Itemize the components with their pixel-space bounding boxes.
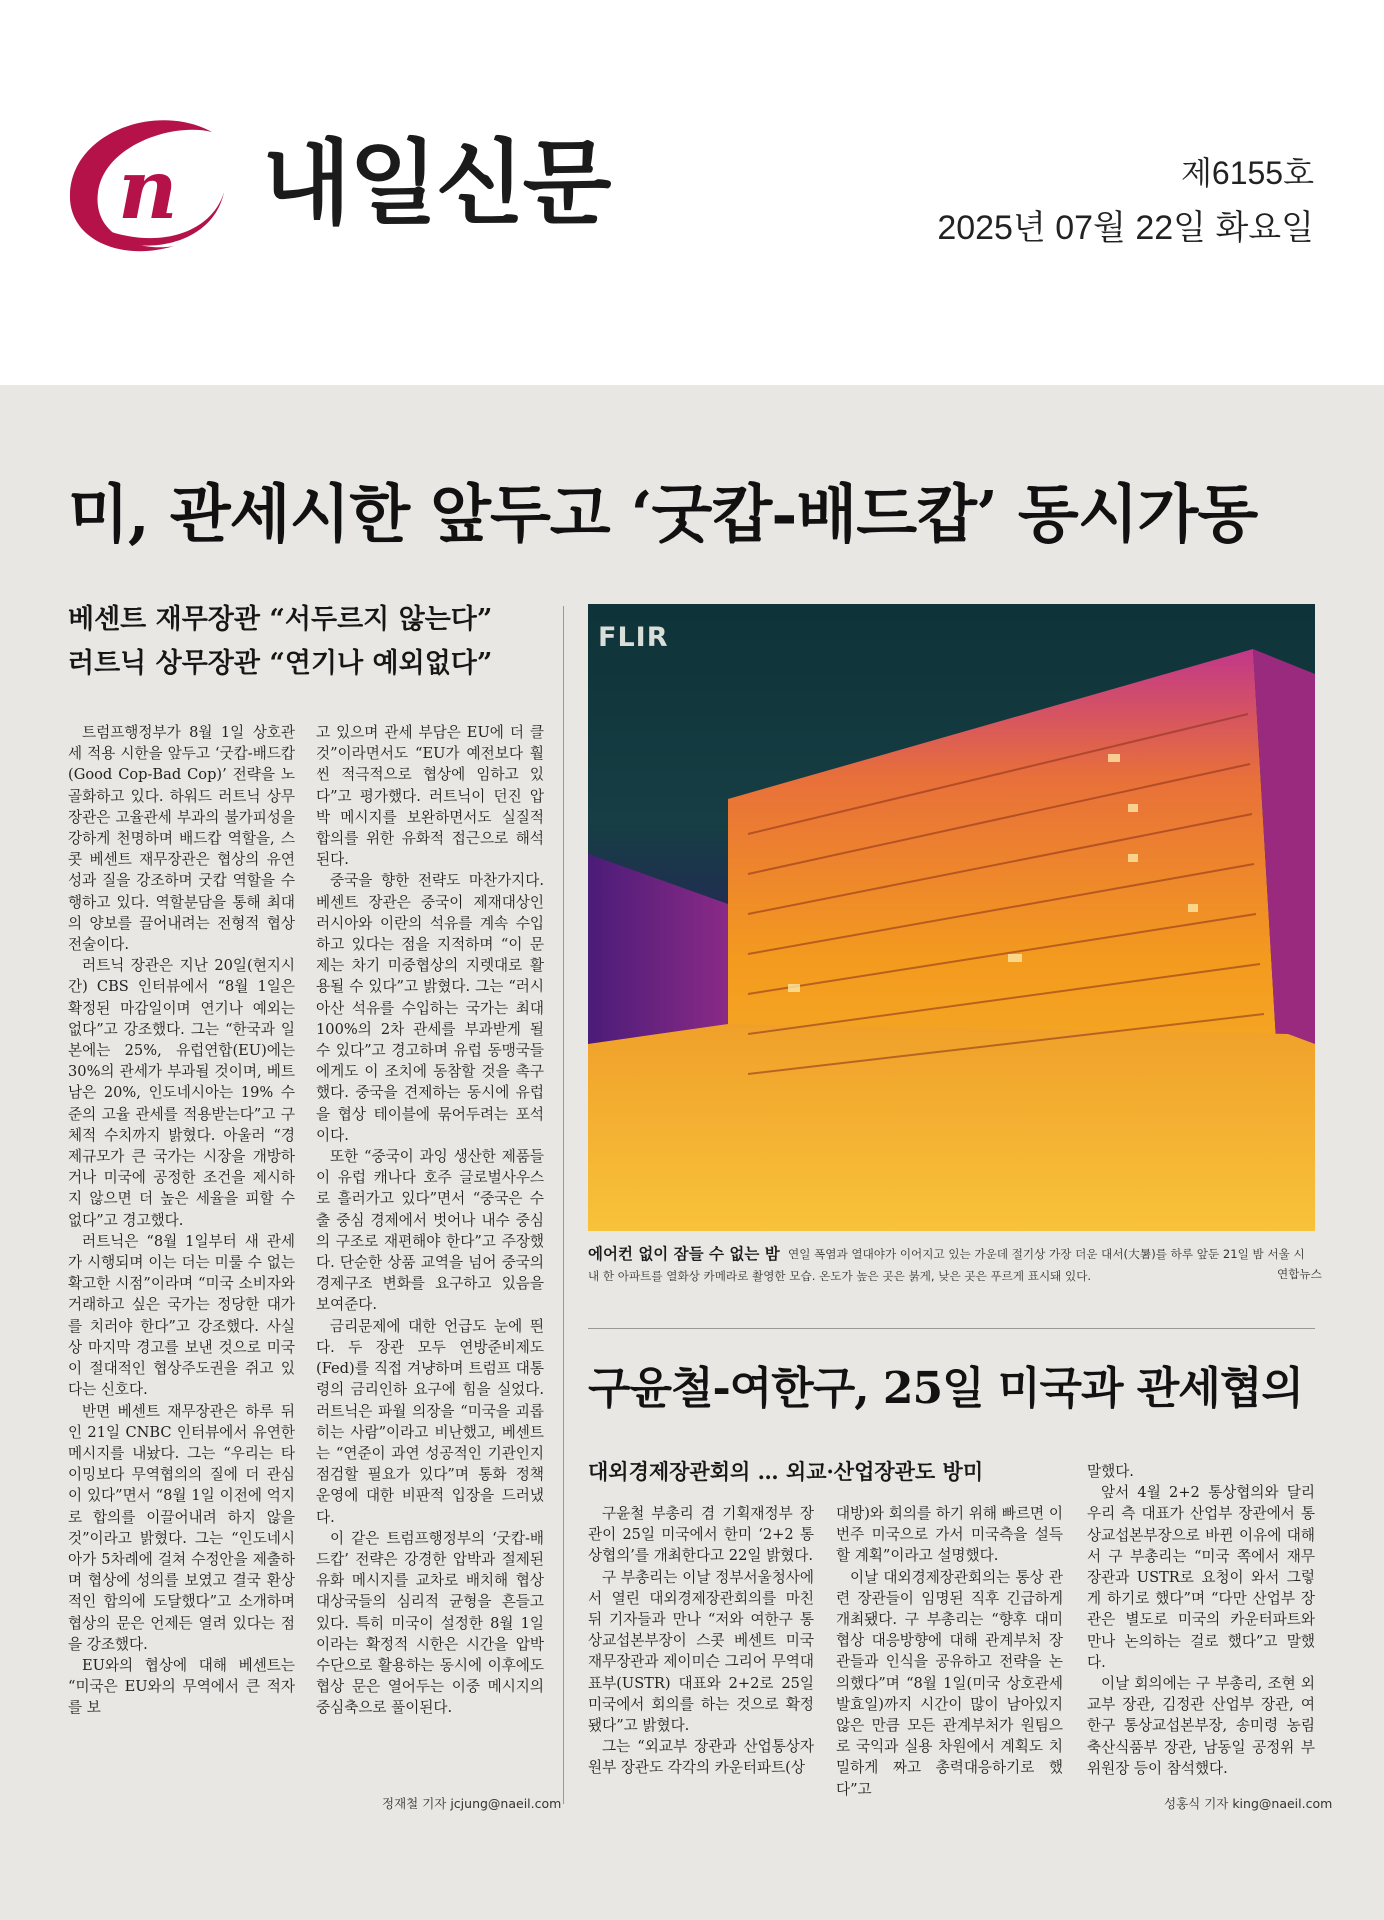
photo-caption-text: 연일 폭염과 열대야가 이어지고 있는 가운데 절기상 가장 더운 대서(大暑)를 하루 앞둔 21일 밤 서울 시내 한 아파트를 열화상 카메라로 촬영한 모습. 온도가 높은 곳은 붉게, 낮은 곳은 푸르게 표시돼 있다. bbox=[588, 1247, 1305, 1283]
second-article-byline: 성홍식 기자 king@naeil.com bbox=[1164, 1796, 1333, 1811]
paragraph: 이날 회의에는 구 부총리, 조현 외교부 장관, 김정관 산업부 장관, 여한구 통상교섭본부장, 송미령 농림축산식품부 장관, 남동일 공정위 부위원장 등이 참석했다. bbox=[1087, 1675, 1315, 1777]
paragraph: 금리문제에 대한 언급도 눈에 띈다. 두 장관 모두 연방준비제도(Fed)를 직접 겨냥하며 트럼프 대통령의 금리인하 요구에 힘을 실었다. 러트닉은 파월 의장을 “미국을 괴롭히는 사람”이라고 비난했고, 베센트는 “연준이 과연 성공적인 기관인지 점검할 필요가 있다”며 통화 정책 운영에 대한 비판적 입장을 드러냈다. bbox=[316, 1317, 544, 1526]
paragraph: 말했다. bbox=[1087, 1463, 1134, 1480]
paragraph: 반면 베센트 재무장관은 하루 뒤인 21일 CNBC 인터뷰에서 유연한 메시지를 내놨다. 그는 “우리는 타이밍보다 무역협의의 질에 더 관심이 있다”면서 “8월 1일 이전에 억지로 합의를 이끌어내려 하지 않을 것”이라고 밝혔다. 그는 “인도네시아가 5차례에 걸쳐 수정안을 제출하며 협상에 성의를 보였고 결국 환상적인 합의에 도달했다”고 소개하며 협상의 문은 언제든 열려 있다는 점을 강조했다. bbox=[68, 1402, 295, 1653]
second-subheadline: 대외경제장관회의 … 외교·산업장관도 방미 bbox=[588, 1459, 984, 1484]
paragraph: 대방)와 회의를 하기 위해 빠르면 이번주 미국으로 가서 미국측을 설득할 계획”이라고 설명했다. bbox=[836, 1505, 1063, 1565]
second-article-column-3 bbox=[1087, 1461, 1315, 1779]
paragraph: 또한 “중국이 과잉 생산한 제품들이 유럽 캐나다 호주 글로벌사우스로 흘러가고 있다”면서 “중국은 수출 중심 경제에서 벗어나 내수 중심의 구조로 재편해야 한다”고 주장했다. 단순한 상품 교역을 넘어 중국의 경제구조 변화를 요구하고 있음을 보여준다. bbox=[316, 1148, 544, 1314]
flir-watermark: FLIR bbox=[598, 622, 669, 653]
issue-number: 제6155호 bbox=[1180, 155, 1314, 191]
main-article-byline: 정재철 기자 jcjung@naeil.com bbox=[382, 1796, 562, 1811]
thermal-photo[interactable] bbox=[588, 604, 1315, 1231]
column-divider bbox=[563, 606, 564, 1804]
main-article-column-1 bbox=[68, 722, 295, 1719]
logo-letter: n bbox=[118, 142, 178, 238]
paragraph: 트럼프행정부가 8월 1일 상호관세 적용 시한을 앞두고 ‘굿캅-배드캅(Good Cop-Bad Cop)’ 전략을 노골화하고 있다. 하워드 러트닉 상무장관은 고율관세 부과의 불가피성을 강하게 천명하며 배드캅 역할을, 스콧 베센트 재무장관은 협상의 유연성과 질을 강조하며 굿캅 역할을 수행하고 있다. 역할분담을 통해 최대의 양보를 끌어내려는 전형적 협상 전술이다. bbox=[68, 724, 295, 954]
naeil-logo-icon[interactable] bbox=[62, 112, 232, 262]
main-headline: 미, 관세시한 앞두고 ‘굿캅-배드캅’ 동시가동 bbox=[68, 477, 1258, 551]
paragraph: 앞서 4월 2+2 통상협의와 달리 우리 측 대표가 산업부 장관에서 통상교섭본부장으로 바뀐 이유에 대해서 구 부총리는 “미국 쪽에서 재무장관과 USTR로 요청이 와서 그렇게 하기로 했다”며 “다만 산업부 장관은 별도로 미국의 카운터파트와 만나 논의하는 걸로 했다”고 말했다. bbox=[1087, 1484, 1315, 1671]
second-headline: 구윤철-여한구, 25일 미국과 관세협의 bbox=[588, 1363, 1303, 1414]
paper-name: 내일신문 bbox=[262, 130, 610, 237]
paragraph: 구 부총리는 이날 정부서울청사에서 열린 대외경제장관회의를 마친 뒤 기자들과 만나 “저와 여한구 통상교섭본부장이 스콧 베센트 미국 재무장관과 제이미슨 그리어 무역대표부(USTR) 대표와 2+2로 25일 미국에서 회의를 하는 것으로 확정됐다”고 밝혔다. bbox=[588, 1568, 814, 1735]
subheadline-line-2: 러트닉 상무장관 “연기나 예외없다” bbox=[68, 648, 493, 679]
main-subheadline bbox=[68, 598, 492, 686]
second-article-column-1 bbox=[588, 1503, 814, 1779]
paragraph: 고 있으며 관세 부담은 EU에 더 클 것”이라면서도 “EU가 예전보다 훨씬 적극적으로 협상에 임하고 있다”고 평가했다. 러트닉이 던진 압박 메시지를 보완하면서도 실질적 합의를 위한 유화적 접근으로 해석된다. bbox=[316, 724, 544, 869]
subheadline-line-1: 베센트 재무장관 “서두르지 않는다” bbox=[68, 604, 493, 635]
main-article-column-2 bbox=[316, 722, 544, 1719]
section-divider bbox=[588, 1328, 1315, 1329]
photo-caption-title: 에어컨 없이 잠들 수 없는 밤 bbox=[588, 1245, 780, 1263]
photo-credit: 연합뉴스 bbox=[1277, 1267, 1322, 1281]
paragraph: 러트닉은 “8월 1일부터 새 관세가 시행되며 이는 더는 미룰 수 없는 확고한 시점”이라며 “미국 소비자와 거래하고 싶은 국가는 정당한 대가를 치러야 한다”고 강조했다. 사실상 마지막 경고를 보낸 것으로 미국이 절대적인 협상주도권을 쥐고 있다는 신호다. bbox=[68, 1232, 295, 1399]
paragraph: 이 같은 트럼프행정부의 ‘굿캅-배드캅’ 전략은 강경한 압박과 절제된 유화 메시지를 교차로 배치해 협상 대상국들의 심리적 균형을 흔들고 있다. 특히 미국이 설정한 8월 1일이라는 확정적 시한은 시간을 압박수단으로 활용하는 동시에 이후에도 협상 문은 열어두는 이중 메시지의 중심축으로 풀이된다. bbox=[316, 1529, 544, 1717]
paragraph: 중국을 향한 전략도 마찬가지다. 베센트 장관은 중국이 제재대상인 러시아와 이란의 석유를 계속 수입하고 있다는 점을 지적하며 “이 문제는 차기 미중협상의 지렛대로 활용될 수 있다”고 밝혔다. 그는 “러시아산 석유를 수입하는 국가는 최대 100%의 2차 관세를 부과받게 될 수 있다”고 경고하며 유럽 동맹국들에게도 이 조치에 동참할 것을 촉구했다. 중국을 견제하는 동시에 유럽을 협상 테이블에 묶어두려는 포석이다. bbox=[316, 872, 544, 1144]
paragraph: 이날 대외경제장관회의는 통상 관련 장관들이 임명된 직후 긴급하게 개최됐다. 구 부총리는 “향후 대미협상 대응방향에 대해 관계부처 장관들과 인식을 공유하고 전략을 논의했다”며 “8월 1일(미국 상호관세 발효일)까지 시간이 많이 남아있지 않은 만큼 모든 관계부처가 원팀으로 국익과 실용 차원에서 계획도 치밀하게 짜고 총력대응하기로 했다”고 bbox=[836, 1568, 1063, 1798]
issue-date: 2025년 07월 22일 화요일 bbox=[937, 209, 1314, 247]
second-article-column-2 bbox=[836, 1503, 1063, 1800]
paragraph: 구윤철 부총리 겸 기획재정부 장관이 25일 미국에서 한미 ‘2+2 통상협의’를 개최한다고 22일 밝혔다. bbox=[588, 1505, 814, 1565]
paragraph: EU와의 협상에 대해 베센트는 “미국은 EU와의 무역에서 큰 적자를 보 bbox=[68, 1656, 295, 1717]
paragraph: 그는 “외교부 장관과 산업통상자원부 장관도 각각의 카운터파트(상 bbox=[588, 1738, 814, 1777]
paragraph: 러트닉 장관은 지난 20일(현지시간) CBS 인터뷰에서 “8월 1일은 확정된 마감일이며 연기나 예외는 없다”고 강조했다. 그는 “한국과 일본에는 25%, 유럽연합(EU)에는 30%의 관세가 부과될 것이며, 베트남은 20%, 인도네시아는 19% 수준의 고율 관세를 적용받는다”고 구체적 수치까지 밝혔다. 아울러 “경제규모가 큰 국가는 시장을 개방하거나 미국에 공정한 조건을 제시하지 않으면 더 높은 세율을 피할 수 없다”고 경고했다. bbox=[68, 957, 295, 1229]
masthead bbox=[0, 0, 1384, 385]
